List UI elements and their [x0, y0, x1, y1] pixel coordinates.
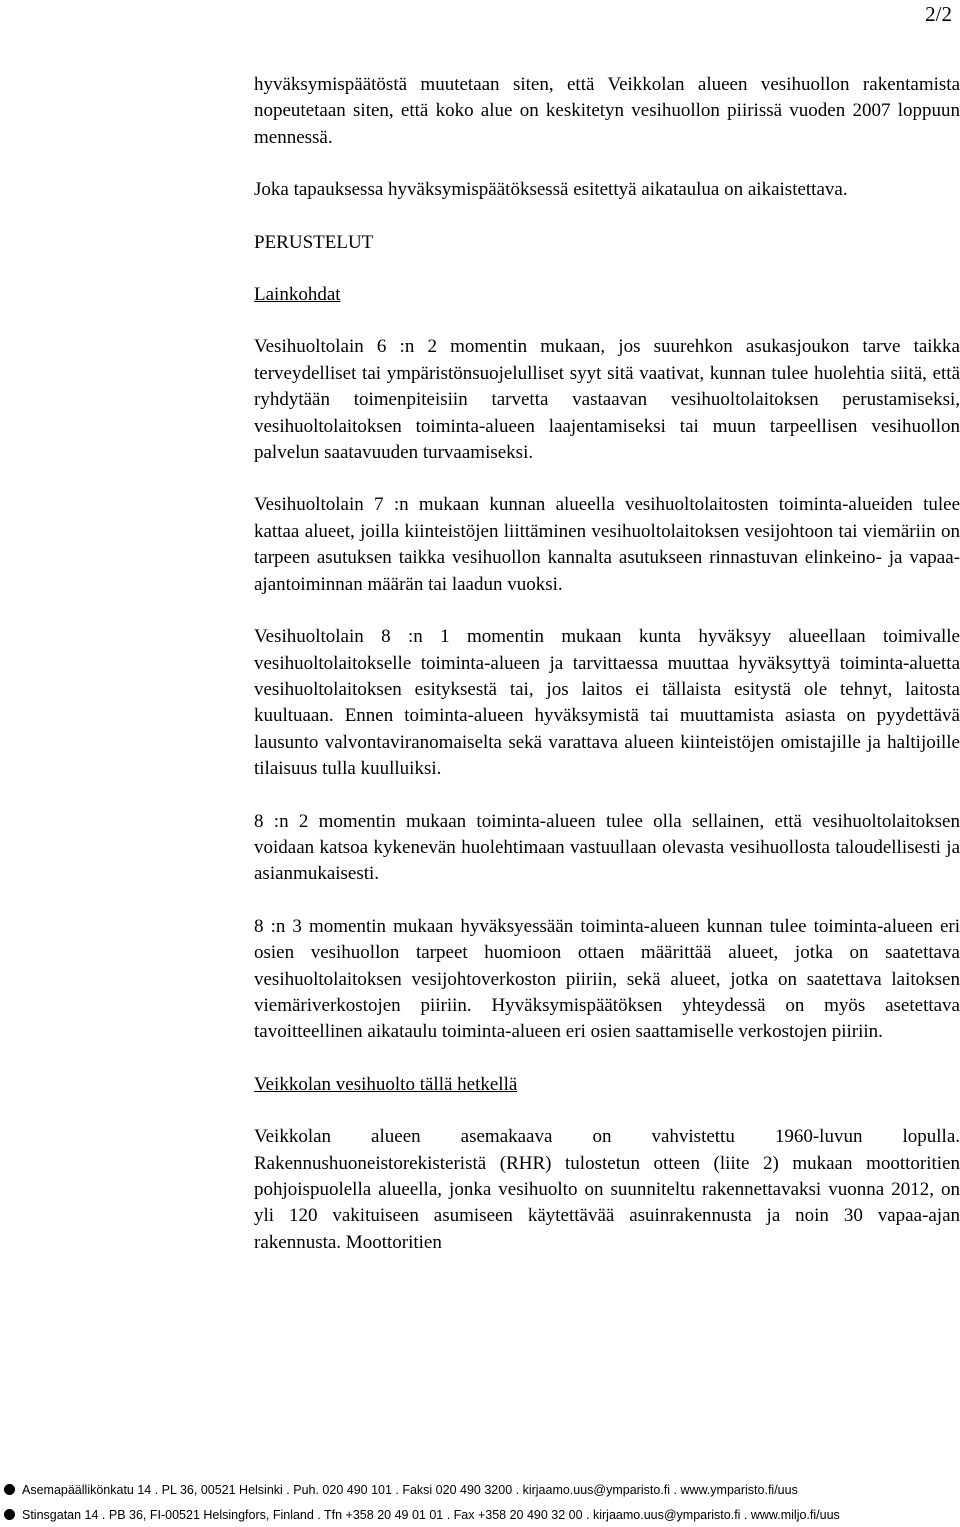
bullet-icon: [4, 1484, 15, 1495]
footer-text-swedish: Stinsgatan 14 . PB 36, FI-00521 Helsingfors, Finland . Tfn +358 20 49 01 01 . Fax +358 20 490 32 00 . kirjaamo.uus@ymparisto.fi . www.miljo.fi/uus: [22, 1508, 840, 1522]
heading-lainkohdat: Lainkohdat: [254, 284, 341, 306]
paragraph-decision-change: hyväksymispäätöstä muutetaan siten, että Veikkolan alueen vesihuollon rakentamista nopeutetaan siten, että koko alue on keskitetyn vesihuollon piirissä vuoden 2007 loppuun mennessä.: [254, 74, 960, 148]
paragraph-veikkola-status: Veikkolan alueen asemakaava on vahvistettu 1960-luvun lopulla. Rakennushuoneistorekisteristä (RHR) tulostetun otteen (liite 2) mukaan moottoritien pohjoispuolella alueella, jonka vesihuolto on suunniteltu rakennettavaksi vuonna 2012, on yli 120 vakituiseen asumiseen käytettävää asuinrakennusta ja noin 30 vapaa-ajan rakennusta. Moottoritien: [254, 1126, 960, 1253]
footer-text-finnish: Asemapäällikönkatu 14 . PL 36, 00521 Helsinki . Puh. 020 490 101 . Faksi 020 490 3200 . kirjaamo.uus@ymparisto.fi . www.ymparisto.fi/uus: [22, 1483, 798, 1497]
document-body: [254, 72, 960, 1256]
page-number: 2/2: [925, 2, 952, 26]
paragraph-section-6: Vesihuoltolain 6 :n 2 momentin mukaan, jos suurehkon asukasjoukon tarve taikka terveydelliset tai ympäristönsuojelulliset syyt sitä vaativat, kunnan tulee huolehtia siitä, että ryhdytään toimenpiteisiin tarvetta vastaavan vesihuoltolaitoksen perustamiseksi, vesihuoltolaitoksen toiminta-alueen laajentamiseksi tai muun tarpeellisen vesihuollon palvelun saatavuuden turvaamiseksi.: [254, 336, 960, 464]
heading-veikkola-water: Veikkolan vesihuolto tällä hetkellä: [254, 1073, 518, 1095]
paragraph-section-7: Vesihuoltolain 7 :n mukaan kunnan alueella vesihuoltolaitosten toiminta-alueiden tulee kattaa alueet, joilla kiinteistöjen liittäminen vesihuoltolaitoksen vesijohtoon tai viemäriin on tarpeen asutuksen taikka vesihuollon kannalta asutukseen rinnastuvan elinkeino- ja vapaa-ajantoiminnan määrän tai laadun vuoksi.: [254, 494, 960, 595]
paragraph-section-8-1: Vesihuoltolain 8 :n 1 momentin mukaan kunta hyväksyy alueellaan toimivalle vesihuoltolaitokselle toiminta-alueen ja tarvittaessa muuttaa hyväksyttyä toiminta-aluetta vesihuoltolaitoksen esityksestä tai, jos laitos ei tällaista esitystä ole tehnyt, laitosta kuultuaan. Ennen toiminta-alueen hyväksymistä tai muuttamista asiasta on pyydettävä lausunto valvontaviranomaiselta sekä varattava alueen kiinteistöjen omistajille ja haltijoille tilaisuus tulla kuulluiksi.: [254, 626, 960, 780]
bullet-icon: [4, 1509, 15, 1520]
heading-perustelut: PERUSTELUT: [254, 231, 374, 253]
footer-line-swedish: [4, 1508, 960, 1522]
footer-line-finnish: [4, 1483, 960, 1497]
paragraph-section-8-2: 8 :n 2 momentin mukaan toiminta-alueen tulee olla sellainen, että vesihuoltolaitoksen voidaan katsoa kykenevän huolehtimaan vastuullaan olevasta vesihuollosta taloudellisesti ja asianmukaisesti.: [254, 810, 960, 885]
paragraph-schedule: Joka tapauksessa hyväksymispäätöksessä esitettyä aikataulua on aikaistettava.: [254, 179, 848, 201]
paragraph-section-8-3: 8 :n 3 momentin mukaan hyväksyessään toiminta-alueen kunnan tulee toiminta-alueen eri osien vesihuollon tarpeet huomioon ottaen määrittää alueet, jotka on saatettava vesihuoltolaitoksen vesijohtoverkoston piiriin, sekä alueet, jotka on saatettava laitoksen viemäriverkostojen piiriin. Hyväksymispäätöksen yhteydessä on myös asetettava tavoitteellinen aikataulu toiminta-alueen eri osien saattamiselle verkostojen piiriin.: [254, 915, 960, 1043]
